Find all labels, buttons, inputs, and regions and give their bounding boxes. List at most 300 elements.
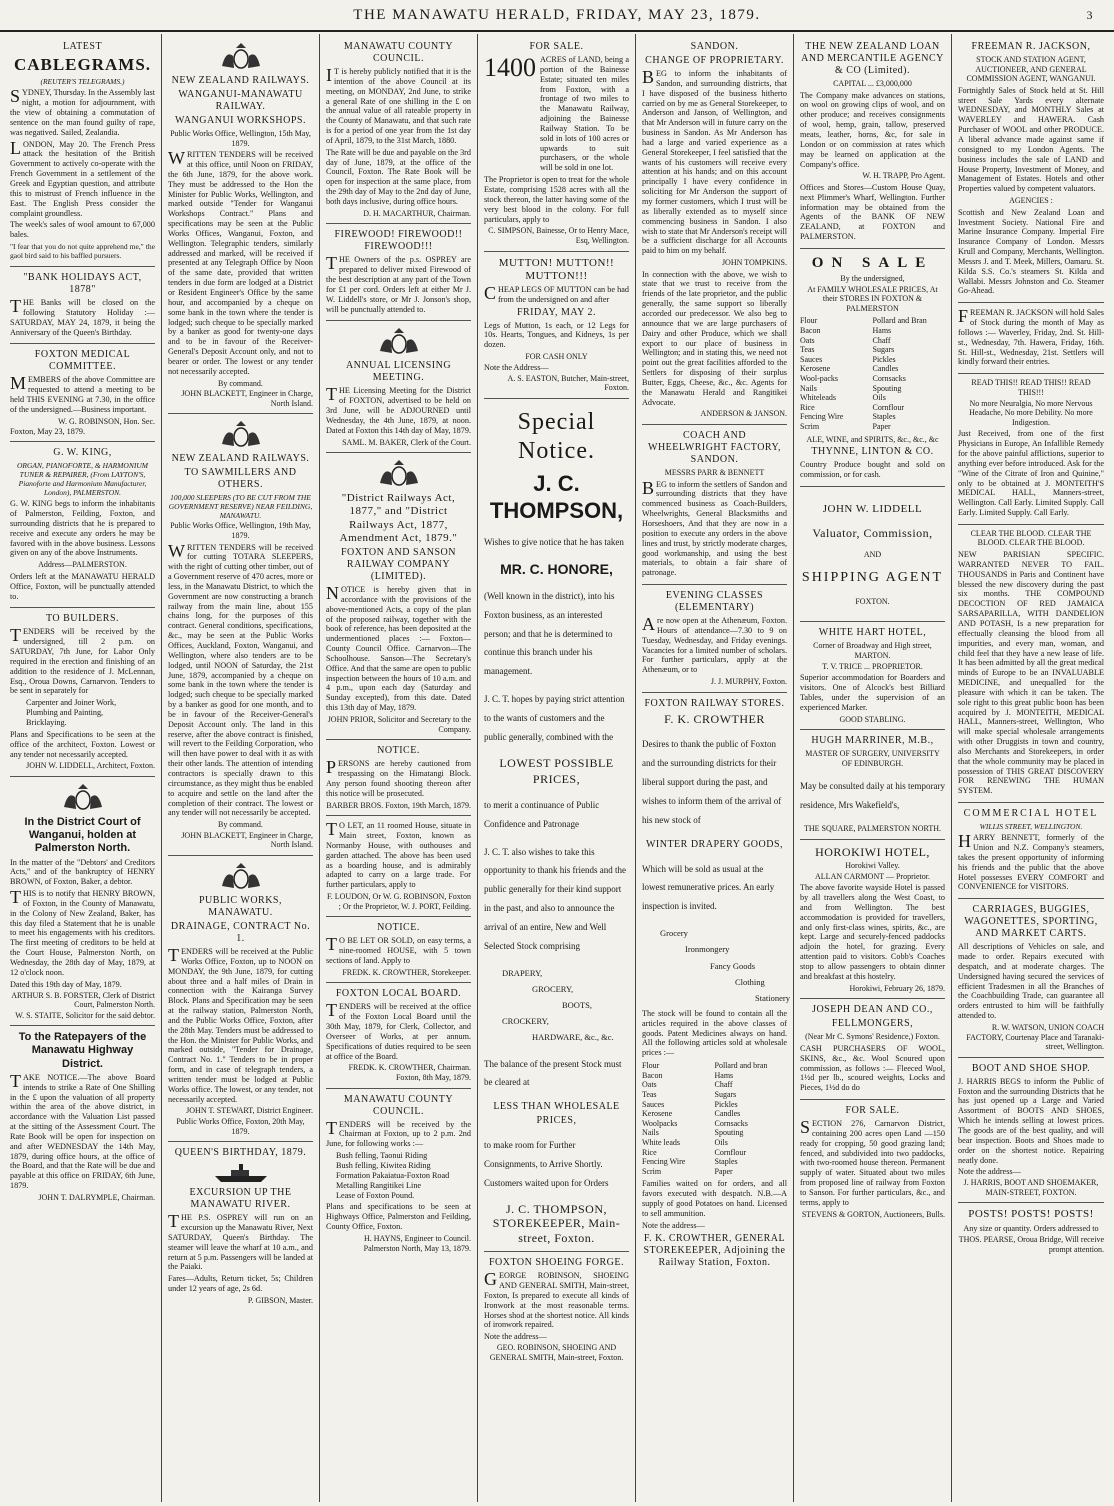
build-heading: TO BUILDERS.	[45, 613, 120, 625]
cable-kicker: LATEST	[62, 41, 103, 52]
to-let-ad	[326, 816, 471, 917]
cc2-list	[336, 1151, 471, 1200]
licensing-ad	[326, 321, 471, 453]
sleep-heading: NEW ZEALAND RAILWAYS.	[171, 453, 310, 465]
royal-crest-icon	[168, 862, 313, 892]
district-court-ad	[10, 777, 155, 1026]
sleepers-ad	[168, 414, 313, 856]
cc2-sig: H. HAYNS, Engineer to Council. Palmerston North, May 13, 1879.	[363, 1233, 471, 1253]
dra-sub: FOXTON AND SANSON RAILWAY COMPANY (LIMITED).	[341, 547, 456, 583]
lid-name: JOHN W. LIDDELL	[822, 502, 923, 515]
frs-item: White leads	[642, 1137, 680, 1147]
let-sig: F. LOUDON, Or W. G. ROBINSON, Foxton ; Or the Proprietor, W. J. PORT, Feilding.	[326, 892, 471, 911]
ratepayers-ad	[10, 1026, 155, 1207]
build-list-item: Plumbing and Painting,	[26, 708, 104, 718]
lic-sig: SAML. M. BAKER, Clerk of the Court.	[342, 437, 471, 447]
lid-p2: SHIPPING AGENT	[801, 569, 944, 585]
frs-list-item: Clothing	[735, 976, 765, 987]
jct-lowest: LOWEST POSSIBLE	[499, 755, 614, 770]
fj2-body: FREEMAN R. JACKSON will hold Sales of Stock during the month of May as follows :— Waverley, Friday, 2nd. St. Hill-st., Wednesday, 7th. Hawera, Friday, 16th. St. Hill-st., Wednesday, 21st. Settlers will kindly forward their entries.	[958, 306, 1104, 367]
sleep-office: Public Works Office, Wellington, 19th May, 1879.	[170, 521, 311, 540]
lic-body: THE Licensing Meeting for the District of FOXTON, advertised to be held on 3rd June, will be ADJOURNED until Wednesday, the 4th June, 1879, at noon. Dated at Foxton this 14th day of May, 1879.	[326, 384, 472, 435]
sleep-sub: TO SAWMILLERS AND OTHERS.	[184, 467, 297, 491]
let-or-sold-ad	[326, 917, 471, 983]
jct-prices: PRICES,	[532, 772, 581, 787]
rail-sub2: WANGANUI WORKSHOPS.	[175, 115, 306, 126]
nzl-capital: CAPITAL ... £3,000,000	[833, 79, 912, 88]
ch-body: HARRY BENNETT, formerly of the Union and N.Z. Company's steamers, takes the present opportunity of informing his friends and the public that the above Hotel possesses EVERY COMFORT and CONVENIENCE for VISITORS.	[958, 831, 1104, 892]
column-7	[952, 34, 1110, 1502]
frs-item: Nails	[642, 1128, 659, 1138]
king-p1: G. W. KING begs to inform the inhabitants of Palmerston, Feilding, Foxton, and surrounding districts that he is prepared to receive and execute any orders he may be favored with in the above business. Lessons given on any of the above Instruments.	[10, 499, 155, 558]
frs-item: Chaff	[714, 1080, 733, 1090]
hm-addr: THE SQUARE, PALMERSTON NORTH.	[803, 824, 942, 834]
frs-sig: F. K. CROWTHER, GENERAL STOREKEEPER, Adjoining the Railway Station, Foxton.	[643, 1232, 786, 1268]
fs2-sig: STEVENS & GORTON, Auctioneers, Bulls.	[801, 1209, 945, 1219]
jct-p1: Wishes to give notice that he has taken	[484, 537, 624, 548]
column-3	[320, 34, 478, 1502]
coach-sub: MESSRS PARR & BENNETT	[664, 468, 765, 478]
fj-body: Fortnightly Sales of Stock held at St. Hill street Sale Yards every alternate WEDNESDAY, and MONTHLY Sales at WAVERLEY and HAWERA. Cash Purchaser of WOOL and other PRODUCE. A liberal advance made against same if consigned to my London Agents. The business includes the sale of LAND and House Property, Investment of Money, and Management of Estates. Hotels and other Properties valued by competent valuators.	[958, 85, 1104, 194]
frs-item: Sugars	[714, 1089, 737, 1099]
rail-sub: WANGANUI-MANAWATU RAILWAY.	[178, 89, 303, 112]
rail-body: WRITTEN TENDERS will be received at this office, until Noon on FRIDAY, the 6th June, 1879, for the above work. They must be addressed to the Hon the Minister for Public Works, Wellington, and marked outside "Tender for Wanganui Workshops Contract." Plans and specifications may be seen at the Public Works Offices, Wanganui, Foxton, and Wellington. Telegraphic tenders, similarly addressed and marked, will be received if presented at any Telegraph Office by Noon of the same date, provided that written tenders in due form are lodged at a District or Resident Engineer's Office by the same hour, and accompanied by a cheque on some bank in the town where the tender is lodged; such cheque to be specially marked by a banker as good for twenty-one days and to be in favour of the Receiver-General's Deposit Account only, and not to bearer or order. The lowest or any tender not necessarily accepted.	[168, 148, 313, 376]
sale-item: Oats	[800, 335, 815, 345]
mutton-ad	[484, 252, 629, 399]
nzl-sig: W. H. TRAPP, Pro Agent.	[862, 171, 945, 181]
frs-item: Staples	[714, 1157, 738, 1167]
cb-heading: CLEAR THE BLOOD. CLEAR THE BLOOD. CLEAR THE BLOOD.	[970, 528, 1092, 548]
frs-list-item: Fancy Goods	[710, 960, 756, 971]
fj-agents: Scottish and New Zealand Loan and Investment Society. National Fire and Marine Insurance Company. Imperial Fire Insurance Company of London. Messrs Krull and Company, Merchants, Wellington. Messrs J. and T. Meek, Millers, Oamaru. St. Kilda S.S. Co.'s steamers St. Kilda and Wallabi. Messrs Johnston and Co. Steamer Go-Ahead.	[958, 207, 1104, 296]
frs-item: Candles	[714, 1109, 741, 1119]
king-heading: G. W. KING,	[53, 447, 112, 459]
coach-heading: COACH AND WHEELWRIGHT FACTORY, SANDON.	[648, 430, 781, 466]
frs-item: Fencing Wire	[642, 1157, 686, 1167]
read-this-ad	[958, 374, 1104, 525]
rt-p: No more Neuralgia, No more Nervous Headache, No more Debility. No more Indigestion.	[969, 398, 1093, 427]
frs-items	[642, 1061, 787, 1176]
cc2-body: TENDERS will be received by the Chairman at Foxton, up to 2 p.m. 2nd June, for following works :—	[326, 1117, 471, 1149]
district-railways-ad	[326, 453, 471, 740]
po-body: Any size or quantity. Orders addressed to	[963, 1223, 1099, 1233]
masthead	[0, 0, 1114, 32]
cc-heading: MANAWATU COUNTY COUNCIL.	[343, 41, 454, 64]
eve-sig: J. J. MURPHY, Foxton.	[710, 677, 787, 687]
railway-stores-ad	[642, 693, 790, 1275]
med-heading: FOXTON MEDICAL COMMITTEE.	[34, 349, 131, 373]
jct-list	[502, 965, 629, 1046]
lid-and: AND	[863, 550, 882, 560]
med-date: Foxton, May 23, 1879.	[10, 427, 86, 437]
public-works-ad	[168, 856, 313, 1142]
sale-item: Chaff	[872, 335, 891, 345]
san-p2: In connection with the above, we wish to state that we trust to receive from the friends of the late proprietor, and the public generally, the same support so liberally accorded our predecessor. We also beg to announce that we are large purchasers of Dairy and other Produce, which we shall export to our place of business in Wellington; and in stating this, we need not point out the great facilities afforded to the Settlers for disposing of their surplus Butter, Eggs, Cheese, &c., &c. Agents for the Manawatu Herald and Rangitikei Advocate.	[642, 269, 787, 407]
medical-committee-ad	[10, 344, 155, 442]
frs-p1: Desires to thank the public of Foxton and the surrounding districts for their liberal support during the past, and wishes to inform them of the arrival of his new stock of	[642, 739, 782, 825]
build-list-item: Carpenter and Joiner Work,	[26, 698, 117, 708]
bank-holidays-ad	[10, 267, 155, 344]
eve-body: Are now open at the Athenæum, Foxton. Hours of attendance—7.30 to 9 on Tuesday, Wednesday, and Friday evenings. Vacancies for a limited number of scholars. For further particulars, apply at the Athenæum, or to	[642, 614, 787, 675]
fs2-heading: FOR SALE.	[845, 1105, 900, 1117]
frs-item: Paper	[714, 1166, 733, 1176]
frs-p3: The stock will be found to contain all the articles required in the above classes of goods. Patent Medicines always on hand. All the following articles sold at wholesale prices :—	[642, 1008, 787, 1058]
rail-cmd: By command.	[218, 378, 263, 388]
column-2	[162, 34, 320, 1502]
royal-crest-icon	[168, 420, 313, 450]
lb-sig: FREDK. K. CROWTHER, Chairman. Foxton, 8th May, 1879.	[348, 1063, 471, 1083]
car-sig: R. W. WATSON, UNION COACH FACTORY, Courtenay Place and Taranaki-street, Wellington.	[966, 1022, 1104, 1052]
forge-body: GEORGE ROBINSON, SHOEING AND GENERAL SMITH, Main-street, Foxton, Is prepared to execute all kinds of Ironwork at the most reasonable terms. Horses shod at the shortest notice. All kinds of ironwork repaired.	[484, 1269, 629, 1330]
hm-body: May be consulted daily at his temporary residence, Mrs Wakefield's,	[800, 781, 945, 811]
hm-heading: HUGH MARRINER, M.B.,	[811, 735, 934, 747]
jd-heading: JOSEPH DEAN AND CO.,	[812, 1004, 933, 1016]
frs-item: Oats	[642, 1080, 657, 1090]
rt-p2: Just Received, from one of the first Physicians in Europe, An Infallible Remedy for the above painful afflictions, superior to anything ever before introduced. Ask for the "Wine of the Citrate of Iron and Quinine," only to be obtained at J. MONTEITH'S MEDICAL HALL, Manners-street, Wellington. Call Early. Limited Supply. Call Early. Limited Supply. Call Early.	[958, 429, 1104, 518]
rt-heading: READ THIS!! READ THIS!! READ THIS!!!	[971, 378, 1091, 397]
sale-item: Cornsacks	[872, 373, 906, 383]
frs-list-item: Stationery	[755, 992, 790, 1003]
qb-sub: EXCURSION UP THE MANAWATU RIVER.	[189, 1187, 292, 1211]
columns	[4, 34, 1110, 1502]
sale-ale: ALE, WINE, and SPIRITS, &c., &c., &c	[806, 434, 939, 444]
med-sig: W. G. ROBINSON, Hon. Sec.	[58, 416, 155, 426]
sale-item: Oils	[872, 393, 886, 403]
dra-body: NOTICE is hereby given that in accordance with the provisions of the above-mentioned Acts, a copy of the plan of the proposed railway, together with the book of reference, has been deposited at the undermentioned places :— Foxton—County Council Office. Carnarvon—The Schoolhouse. Sanson—The Secretary's Office. And that the same are open to public inspection between the hours of 10 a.m. and 4 p.m., upon each day (Saturday and Sunday excepted), from this date. Dated this 13th day of May, 1879.	[326, 583, 471, 713]
fs-heading: FOR SALE.	[529, 41, 584, 52]
sale-item: Rice	[800, 402, 815, 412]
frs-item: Cornflour	[714, 1147, 747, 1157]
frs-name: F. K. CROWTHER	[664, 711, 765, 726]
wh-heading: WHITE HART HOTEL,	[818, 627, 927, 639]
king-sub: ORGAN, PIANOFORTE, & HARMONIUM TUNER & REPAIRER, (From LAYTON'S, Pianoforte and Harmonium Manufacturer, London), PALMERSTON.	[16, 461, 149, 498]
sale-p: At FAMILY WHOLESALE PRICES, At their STORES IN FOXTON & PALMERSTON	[807, 284, 938, 313]
sale-item: Wool-packs	[800, 373, 839, 383]
qb-heading: QUEEN'S BIRTHDAY, 1879.	[174, 1147, 307, 1159]
lid-p1: Valuator, Commission,	[812, 525, 933, 540]
sleep-sub2: 100,000 SLEEPERS (TO BE CUT FROM THE GOVERNMENT RESERVE) NEAR FEILDING, MANAWATU.	[168, 493, 313, 521]
sale-heading: ON SALE	[811, 255, 934, 271]
po-sig: THOS. PEARSE, Oroua Bridge, Will receive prompt attention.	[958, 1235, 1104, 1254]
frs-item: Rice	[642, 1147, 657, 1157]
section-for-sale-ad	[800, 1100, 945, 1224]
jct-list-item: GROCERY,	[532, 983, 574, 994]
nzl-body: The Company make advances on stations, on wool on growing clips of wool, and on other produce; and receives consignments of wool, hemp, grain, tallow, preserved meats, leather, horns, &c, for sale in London or on commission at rates which may be learned on application at the Company's office.	[800, 90, 945, 169]
wanganui-workshops-ad	[168, 36, 313, 414]
frs-p2: Which will be sold as usual at the lowest remunerative prices. An early inspection is invited.	[642, 863, 775, 912]
jct-list-item: HARDWARE, &c., &c.	[532, 1032, 614, 1043]
county-council-tenders-ad	[326, 1089, 471, 1258]
ch-heading: COMMERCIAL HOTEL	[963, 808, 1099, 820]
sale-sub: By the undersigned,	[840, 274, 905, 283]
sale-item: Pickles	[872, 354, 896, 364]
jct-list-item: DRAPERY,	[502, 967, 543, 978]
frs-item: Spouting	[714, 1128, 744, 1138]
sandon-ad	[642, 36, 787, 425]
not-heading: NOTICE.	[377, 745, 420, 757]
med-body: MEMBERS of the above Committee are requested to attend a meeting to be held THIS EVENING at 7.30, in the office of the undersigned.—Business important.	[10, 373, 155, 414]
jct-list-item: CROCKERY,	[502, 1016, 549, 1027]
bank-body: THE Banks will be closed on the following Statutory Holiday :— SATURDAY, MAY 24, 1879, it being the Anniversary of the Queen's Birthday.	[10, 296, 155, 337]
evening-classes-ad	[642, 585, 787, 693]
fs-row	[484, 55, 629, 173]
sleep-cmd: By command.	[218, 820, 263, 830]
sale-item: Pollard and Bran	[872, 316, 927, 326]
king-addr: Address—PALMERSTON.	[38, 560, 127, 570]
shoeing-forge-ad	[484, 1252, 629, 1367]
sleep-sig: JOHN BLACKETT, Engineer in Charge, North Island.	[181, 830, 313, 850]
nzl-heading: THE NEW ZEALAND LOAN AND MERCANTILE AGENCY & CO (Limited).	[801, 41, 944, 76]
lid-place: FOXTON.	[855, 596, 890, 606]
mut-date: FRIDAY, MAY 2.	[516, 306, 597, 318]
san-heading: SANDON.	[690, 41, 739, 52]
frs-item: Hams	[714, 1070, 734, 1080]
frs-item: Pollard and bran	[714, 1061, 768, 1071]
lb-body: TENDERS will be received at the office of the Foxton Local Board until the 30th May, 1879, for Clerk, Collector, and Overseer of Works, at per annum. Specifications of duties required to be seen at office of the Board.	[326, 1000, 471, 1061]
fj-agents-heading: AGENCIES :	[1009, 196, 1053, 206]
san-sub: CHANGE OF PROPRIETARY.	[645, 55, 784, 66]
page-number: 3	[1086, 8, 1094, 22]
hh-body: The above favorite wayside Hotel is passed by all travellers along the West Coast, to and from Wellington. The best accommodation is provided for travellers, and only first-class wines, spirits, &c., are kept. Large and securely-fenced paddocks adjoin the hotel, for grazing. Every attention paid to visitors. Cobb's Coaches stop to allow passengers to obtain dinner and breakfast at this hostelry.	[800, 883, 945, 981]
thompson-ad	[484, 399, 629, 1252]
cablegrams	[10, 36, 155, 267]
cc-p1: IT is hereby publicly notified that it is the intention of the above Council at its meeting, on MONDAY, 2nd June, to strike a general Rate of one shilling in the £ on the annual value of all rateable property in the County of Manawatu, and that such rate is for a period of one year from the 1st day of April, 1879, to the 31st March, 1880.	[326, 65, 471, 145]
rate-body: TAKE NOTICE.—The above Board intends to strike a Rate of One Shilling in the £ upon the valuation of all property within the area of the above district, in accordance with the Valuation List passed at the sitting of the Assessment Court. The Rate Book will be open for inspection on and after WEDNESDAY the 14th May, 1879, during office hours, at the office of the Board, and that the Rate will be due and payable at this office on FRIDAY, 6th June, 1879.	[10, 1070, 155, 1191]
white-hart-ad	[800, 622, 945, 730]
wh-sub: Corner of Broadway and High street, MARTON.	[813, 641, 932, 660]
build-sig: JOHN W. LIDDELL, Architect, Foxton.	[26, 761, 155, 771]
liddell-ad	[800, 487, 945, 623]
hh-sub: Horokiwi Valley.	[845, 861, 900, 871]
court-p2: THIS is to notify that HENRY BROWN, of Foxton, in the County of Manawatu, in the Colony of New Zealand, Baker, has this day filed a Statement that he is unable to meet his engagements with his creditors. The first meeting of creditors to be held at the Court House, Palmerston North, on Wednesday, the 28th day of May, 1879, at 12 o'clock noon.	[10, 887, 155, 977]
fj-heading: FREEMAN R. JACKSON,	[971, 41, 1091, 52]
nz-loan-ad	[800, 36, 945, 249]
frs-list-item: Ironmongery	[685, 944, 730, 955]
fs-p1: ACRES of LAND, being a portion of the Bainesse Estate; situated ten miles from Foxton, with a frontage of two miles to the Manawatu Railway, adjoining the Bainesse Railway Station. To be sold in lots of 100 acres or upwards to suit purchasers, or the whole will be sold in one lot.	[540, 55, 629, 173]
sale-item: Scrim	[800, 421, 820, 431]
court-sig2: W. S. STAITE, Solicitor for the said debtor.	[15, 1010, 155, 1020]
forge-heading: FOXTON SHOEING FORGE.	[488, 1257, 625, 1269]
car-heading: CARRIAGES, BUGGIES, WAGONETTES, SPORTING, AND MARKET CARTS.	[964, 904, 1098, 940]
jct-p7: to make room for Further Consignments, to Arrive Shortly. Customers waited upon for Orders	[484, 1140, 609, 1189]
county-council-rate-ad	[326, 36, 471, 224]
cable-p1: SYDNEY, Thursday. In the Assembly last night, a motion for adjournment, with the view of obtaining a commutation of sentence on the man found guilty of rape, was negatived. Sailed, Zealandia.	[10, 86, 155, 137]
sale-item: Candles	[872, 364, 899, 374]
sale-item: Whiteleads	[800, 393, 836, 403]
jct-honore: MR. C. HONORE,	[500, 561, 613, 578]
sale-item: Spouting	[872, 383, 902, 393]
sale-item: Nails	[800, 383, 817, 393]
frs-item: Scrim	[642, 1166, 662, 1176]
frs-item: Bacon	[642, 1070, 663, 1080]
wh-prop: T. V. TRICE ... PROPRIETOR.	[822, 661, 923, 671]
royal-crest-icon	[326, 327, 471, 357]
sale-item: Hams	[872, 325, 892, 335]
court-p1: In the matter of the "Debtors' and Creditors Acts," and of the bankruptcy of HENRY BROWN, of Foxton, Baker, a debtor.	[10, 857, 155, 887]
cable-p2: LONDON, May 20. The French Press attack the hesitation of the British Government to actively co-operate with the French Government in a settlement of the Greek and Egyptian question, and attribute this to mistrust of French influence in the East. The English Press consider the complaint groundless.	[10, 137, 155, 218]
dra-heading: "District Railways Act, 1877," and "District Railways Act, 1877, Amendment Act, 1879."	[339, 492, 458, 544]
wh-stabling: GOOD STABLING.	[839, 714, 906, 724]
cc-p2: The Rate will be due and payable on the 3rd day of June, 1879, at the office of the Council, Foxton. The Rate Book will be open for inspection at the same place, from the 29th day of May to the 2nd day of June, both days inclusive, during office hours.	[326, 147, 471, 206]
column-6	[794, 34, 952, 1502]
dra-sig: JOHN PRIOR, Solicitor and Secretary to the Company.	[327, 715, 471, 734]
cable-p3: The week's sales of wool amount to 67,000 bales.	[10, 220, 155, 240]
sale-items	[800, 316, 945, 431]
n2-body: TO BE LET OR SOLD, on easy terms, a nine-roomed HOUSE, with 5 town sections of land. Apply to	[326, 934, 471, 965]
frs-item: Cornsacks	[714, 1118, 748, 1128]
rate-heading: To the Ratepayers of the Manawatu Highway District.	[18, 1031, 147, 1070]
marriner-ad	[800, 730, 945, 840]
frs-item: Oils	[714, 1137, 728, 1147]
sale-item: Paper	[872, 421, 891, 431]
build-list	[26, 698, 155, 728]
not-body: PERSONS are hereby cautioned from trespassing on the Himatangi Block. Any person found shooting thereon after this notice will be prosecuted.	[326, 757, 471, 798]
cc2-list-item: Bush felling, Taonui Riding	[336, 1151, 428, 1161]
pw-sub: DRAINAGE, CONTRACT No. 1.	[170, 920, 311, 944]
frs-item: Sauces	[642, 1099, 665, 1109]
bs-addr: Note the address—	[958, 1167, 1021, 1177]
fs2-body: SECTION 276, Carnarvon District, containing 200 acres open Land —150 ready for cropping, 50 good grazing land; fenced, and subdivided into two paddocks, with two-roomed house thereon. Permanent supply of water. Situated about two miles from proposed line of railway from Foxton to Sanson. For further particulars, &c., and terms, apply to	[800, 1117, 945, 1207]
local-board-ad	[326, 983, 471, 1088]
sale-item: Fencing Wire	[800, 412, 844, 422]
san-sig2: ANDERSON & JANSON.	[700, 409, 787, 419]
n2-sig: FREDK. K. CROWTHER, Storekeeper.	[342, 967, 471, 977]
bs-body: J. HARRIS BEGS to inform the Public of Foxton and the surrounding Districts that he has just opened up a Large and Varied Assortment of BOOTS AND SHOES, Which he intends selling at lowest prices. The goods are of the best quality, and will bear inspection. Boots and Shoes made to order on the shortest notice. Repairing neatly done.	[958, 1076, 1104, 1165]
qb-sig: P. GIBSON, Master.	[247, 1296, 313, 1305]
jct-sig: J. C. THOMPSON, STOREKEEPER, Main-street, Foxton.	[492, 1202, 621, 1245]
build-p2: Plans and Specifications to be seen at the office of the architect, Foxton. Lowest or any tender not necessarily accepted.	[10, 729, 155, 759]
forge-sig: GEO. ROBINSON, SHOEING AND GENERAL SMITH, Main-street, Foxton.	[489, 1343, 624, 1362]
not-sig: BARBER BROS. Foxton, 19th March, 1879.	[326, 800, 471, 810]
freeman-jackson-ad	[958, 36, 1104, 303]
hh-heading: HOROKIWI HOTEL,	[815, 844, 930, 859]
lb-heading: FOXTON LOCAL BOARD.	[335, 988, 462, 1000]
san-p1: BEG to inform the inhabitants of Sandon, and surrounding districts, that I have disposed of the business hitherto carried on by me as General Storekeeper, to Anderson and Janson, of Wellington, and that Mr Anderson will in future carry on the business in Sandon. As Mr Anderson has had a large and varied experience as a General Storekeeper, I feel satisfied that the wants of his customers will receive every attention at his hands; and on this account principally I have every confidence in soliciting for Mr Anderson the support of my former customers, which I trust will be as liberally extended as to myself since commencing business in Sandon. I also wish to state that Mr Anderson's receipt will be a sufficient discharge for all Accounts paid to him on my behalf.	[642, 67, 787, 256]
builders-ad	[10, 608, 155, 777]
jd-sub2: (Near Mr C. Symons' Residence,) Foxton.	[805, 1032, 940, 1042]
bs-sig: J. HARRIS, BOOT AND SHOEMAKER, MAIN-STREET, FOXTON.	[963, 1178, 1099, 1197]
rail-office: Public Works Office, Wellington, 15th May, 1879.	[170, 129, 311, 148]
court-sig1: ARTHUR S. B. FORSTER, Clerk of District Court, Palmerston North.	[11, 990, 155, 1010]
carriages-ad	[958, 899, 1104, 1058]
cc2-list-item: Formation Pakaiatua-Foxton Road	[336, 1170, 450, 1180]
sale-item: Staples	[872, 412, 896, 422]
pw-body: TENDERS will be received at the Public Works Office, Foxton, up to NOON on MONDAY, the 9th June, 1879, for cutting about three and a half miles of Drain in connection with the Kairanga Survey Block. Plans and Specification may be seen at the railway station, Palmerston North, and the Public Works Office, Foxton, after the 28th May. Tenders must be addressed to the Hon. the Minister for Public Works, and marked outside, "Tender for Drainage, Contract No. 1." Tenders to be in proper form, and in case of telegraph tenders, a written tender must be lodged at Public Works office. The lowest, or any tender, not necessarily accepted.	[168, 944, 313, 1104]
mut-p2: Legs of Mutton, 1s each, or 12 Legs for 10s. Hearts, Tongues, and Kidneys, 1s per dozen.	[484, 320, 629, 350]
jd-sub: FELLMONGERS,	[831, 1018, 914, 1030]
fs-big-number: 1400	[484, 53, 536, 82]
boot-shop-ad	[958, 1058, 1104, 1204]
sale-p2: Country Produce bought and sold on commission, or for cash.	[800, 460, 945, 479]
cable-sub: (REUTER'S TELEGRAMS.)	[40, 77, 125, 87]
cb-body: NEW PARISIAN SPECIFIC. WARRANTED NEVER TO FAIL. THOUSANDS in Paris and Continent have blessed the new discovery during the past six months. THE COMPOUND DECOCTION OF RED JAMAICA SARSAPARILLA, WITH DANDELION AND POTASH, Is a new preparation for effectually cleansing the blood from all impurities, and every man, woman, and child feel that they have a new lease of life. It has been admitted by all the great medical minds of Europe to be an INVALUABLE MEDICINE, and unequalled for the pleasure with which it can be taken. The sole right to this great public boon has been acquired by J. MONTEITH, MEDICAL HALL, Manners-street, Wellington, Who will make special wholesale arrangements with other Druggists in town and country, also Merchants and Storekeepers, in order that the whole community may be placed in possession of THIS GREAT DISCOVERY FOR RENEWING THE HUMAN SYSTEM.	[958, 550, 1104, 796]
qb-fares: Fares—Adults, Return ticket, 5s; Children under 12 years of age, 2s 6d.	[168, 1274, 313, 1294]
po-heading: POSTS! POSTS! POSTS!	[968, 1208, 1094, 1221]
cc2-list-item: Metalling Rangitikei Line	[336, 1180, 422, 1190]
sale-item: Cornflour	[872, 402, 905, 412]
jct-list-item: BOOTS,	[562, 1000, 592, 1011]
n2-heading: NOTICE.	[377, 922, 420, 934]
commercial-hotel-ad	[958, 803, 1104, 899]
steamer-icon	[168, 1162, 313, 1184]
sale-item: Teas	[800, 345, 815, 355]
nzl-p2: Offices and Stores—Custom House Quay, next Plimmer's Wharf, Wellington. Further information may be obtained from the Agents of the BANK OF NEW ZEALAND, at FOXTON and PALMERSTON.	[800, 182, 945, 242]
king-ad	[10, 442, 155, 608]
car-body: All descriptions of Vehicles on sale, and made to order. Repairs executed with despatch, and at moderate charges. The Undersigned having secured the services of efficient Tradesmen in all the Branches of the Coachbuilding Trade, can guarantee all orders entrusted to him will be faithfully attended to.	[958, 942, 1104, 1021]
royal-crest-icon	[10, 783, 155, 813]
jd-body: CASH PURCHASERS OF WOOL, SKINS, &c., &c. Wool Scoured upon commission, as follows :— Fleeced Wool, 1½d per lb., scoured weights, Locks and Pieces, 1½d do do	[800, 1043, 945, 1093]
royal-crest-icon	[326, 459, 471, 489]
clear-blood-ad	[958, 525, 1104, 803]
on-sale-ad	[800, 249, 945, 487]
frs-item: Flour	[642, 1061, 660, 1071]
horokiwi-hotel-ad	[800, 840, 945, 1000]
posts-ad	[958, 1203, 1104, 1259]
court-date: Dated this 19th day of May, 1879.	[10, 979, 122, 989]
bank-heading: "BANK HOLIDAYS ACT, 1878"	[23, 272, 142, 296]
lic-heading: ANNUAL LICENSING MEETING.	[345, 360, 452, 384]
frs-winter: WINTER DRAPERY GOODS,	[645, 838, 784, 850]
fj-sub: STOCK AND STATION AGENT, AUCTIONEER, AND GENERAL COMMISSION AGENT, WANGANUI.	[966, 55, 1096, 84]
court-heading: In the District Court of Wanganui, holden at Palmerston North.	[24, 815, 141, 855]
sale-item: Kerosene	[800, 364, 831, 374]
cc2-list-item: Lease of Foxton Pound.	[336, 1190, 415, 1200]
jct-p4: to merit a continuance of Public Confidence and Patronage	[484, 799, 600, 829]
frs-list-item: Grocery	[660, 928, 688, 939]
qb-body: THE P.S. OSPREY will run on an excursion up the Manawatu River, Next SATURDAY, Queen's Birthday. The steamer will leave the wharf at 10 a.m., and return at 5 p.m. Passengers will be landed at the Paiaki.	[168, 1211, 313, 1272]
fs-p2: The Proprietor is open to treat for the whole Estate, comprising 1528 acres with all the stock thereon, the latter having some of the very best blood in the colony. For full particulars, apply to	[484, 175, 629, 224]
fw-heading: FIREWOOD! FIREWOOD!! FIREWOOD!!!	[334, 229, 463, 253]
hm-sub: MASTER OF SURGERY, UNIVERSITY OF EDINBURGH.	[805, 749, 940, 768]
let-body: TO LET, an 11 roomed House, situate in Main street, Foxton, known as Normanby House, with outhouses and garden attached. The above has been used as a boarding house, and is admirably adapted to carry on a large trade. For further particulars, apply to	[326, 819, 471, 890]
column-1	[4, 34, 162, 1502]
mut-cash: FOR CASH ONLY	[525, 352, 588, 362]
jct-p2: (Well known in the district), into his Foxton business, as an interested person; and that he is determined to continue this branch under his management.	[484, 590, 615, 677]
mut-sig: A. S. EASTON, Butcher, Main-street, Foxton.	[507, 373, 629, 393]
sale-item: Sauces	[800, 354, 823, 364]
fw-body: THE Owners of the p.s. OSPREY are prepared to deliver mixed Firewood of the best description at any part of the Town for £1 per cord. Orders left at either Mr J. W. Liddell's store, or Mr J. Jonson's shop, will be punctually attended to.	[326, 253, 471, 314]
joseph-dean-ad	[800, 999, 945, 1100]
king-p2: Orders left at the MANAWATU HERALD Office, Foxton, will be punctually attended to.	[10, 571, 155, 601]
rail-sig: JOHN BLACKETT, Engineer in Charge, North Island.	[181, 389, 313, 408]
queens-birthday-ad	[168, 1142, 313, 1310]
cable-quote: "I fear that you do not quite apprehend me," the gaol bird said to his baffled pursuers.	[10, 242, 155, 261]
trespass-notice-ad	[326, 740, 471, 816]
column-5	[636, 34, 794, 1502]
build-p1: TENDERS will be received by the undersigned, till 2 p.m. on SATURDAY, 7th June, for Labor Only required in the erection and finishing of an addition to the residence of J. McLennan, Esq., Oroua Downs, Carnarvon. Tenders to be sent in separately for	[10, 625, 155, 696]
cc2-p2: Plans and specifications to be seen at Highways Office, Palmerston and Feilding, County Office, Foxton.	[326, 1202, 471, 1232]
pw-sig: JOHN T. STEWART, District Engineer.	[186, 1106, 313, 1116]
jct-prices2: PRICES,	[536, 1115, 577, 1127]
jct-name: J. C. THOMPSON,	[489, 471, 624, 523]
wh-body: Superior accommodation for Boarders and visitors. One of Alcock's best Billiard Tables, under the supervision of an experienced Marker.	[800, 673, 945, 712]
frs-item: Teas	[642, 1089, 657, 1099]
frs-p4: Families waited on for orders, and all favors executed with despatch. N.B.—A supply of good Potatoes on hand. Licensed to sell ammunition.	[642, 1179, 787, 1218]
forge-addr: Note the address—	[484, 1332, 547, 1342]
fs-sig: C. SIMPSON, Bainesse, Or to Henry Mace, Esq, Wellington.	[488, 226, 629, 245]
cc-sig: D. H. MACARTHUR, Chairman.	[363, 208, 471, 218]
pw-heading: PUBLIC WORKS, MANAWATU.	[199, 894, 282, 918]
mut-heading: MUTTON! MUTTON!! MUTTON!!!	[498, 256, 615, 282]
mut-addr: Note the Address—	[484, 362, 549, 372]
cable-title: CABLEGRAMS.	[13, 55, 152, 74]
jct-p3: J. C. T. hopes by paying strict attention to the wants of customers and the public generally, combined with the	[484, 694, 625, 743]
royal-crest-icon	[168, 42, 313, 72]
hh-date: Horokiwi, February 26, 1879.	[849, 983, 945, 993]
rail-heading: NEW ZEALAND RAILWAYS.	[171, 75, 310, 86]
land-for-sale-ad	[484, 36, 629, 252]
frs-addr: Note the address—	[642, 1220, 705, 1230]
